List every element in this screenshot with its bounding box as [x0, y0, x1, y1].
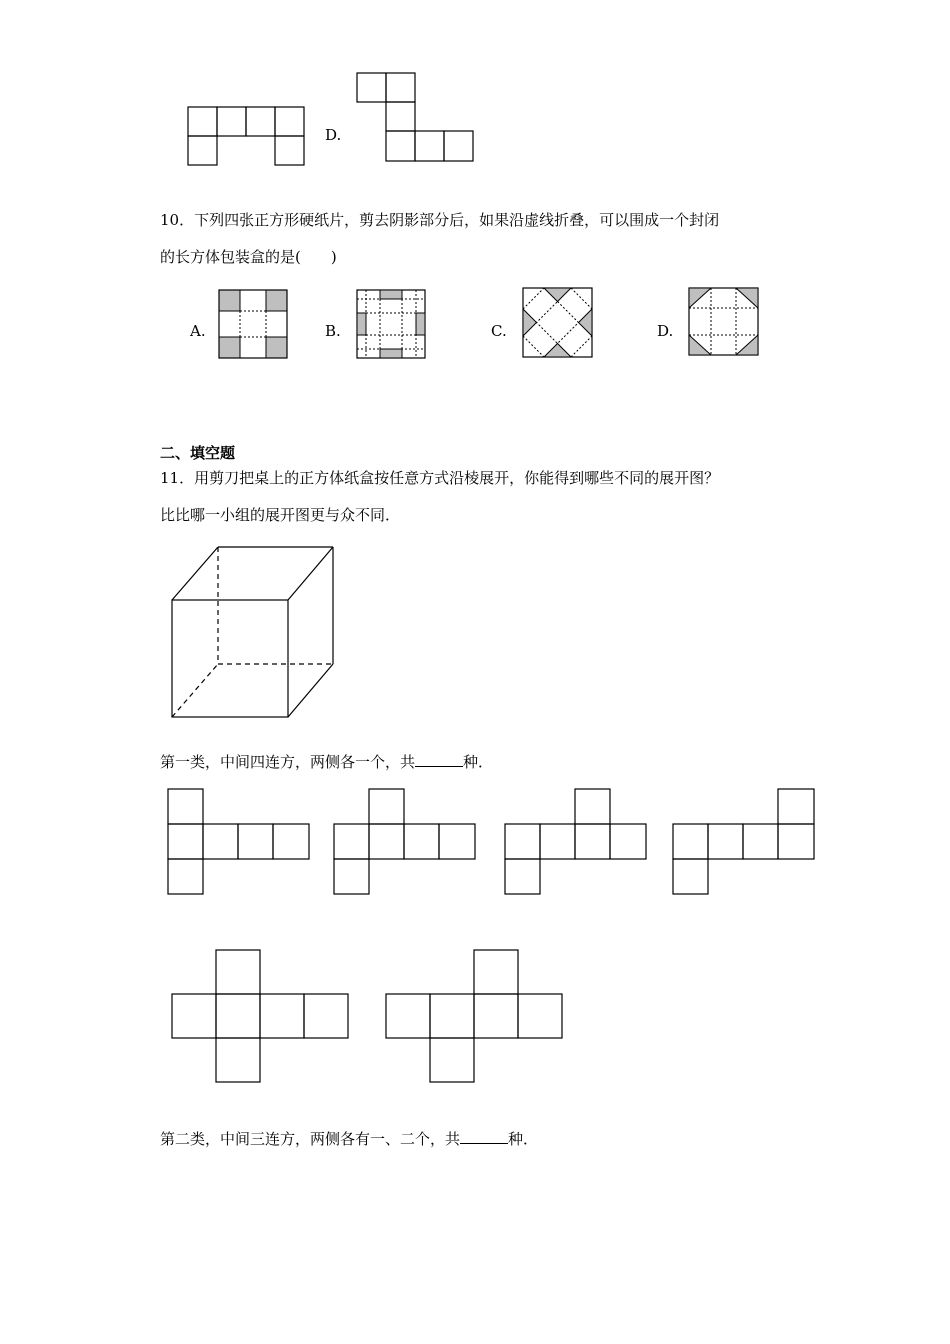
q10-option-c-label: C.: [491, 322, 507, 340]
q10-option-d-label: D.: [657, 322, 674, 340]
q10-stem-line1: 10．下列四张正方形硬纸片，剪去阴影部分后，如果沿虚线折叠，可以围成一个封闭: [160, 211, 720, 229]
q11-category2-suffix: 种．: [508, 1130, 539, 1148]
q11-category1-blank[interactable]: [415, 752, 463, 767]
cube-net-2: [334, 789, 479, 897]
q11-category1-suffix: 种．: [463, 753, 494, 771]
cube-net-6: [386, 950, 566, 1086]
q11-stem-line1: 11．用剪刀把桌上的正方体纸盒按任意方式沿棱展开，你能得到哪些不同的展开图？: [160, 469, 720, 487]
q10-figure-d: [689, 288, 761, 360]
cube-net-5: [172, 950, 352, 1086]
q11-category2-blank[interactable]: [460, 1129, 508, 1144]
q11-category2-prefix: 第二类，中间三连方，两侧各有一、二个，共: [160, 1130, 461, 1148]
q10-option-a-label: A.: [190, 322, 206, 340]
q9-net-c: [188, 107, 308, 167]
q9-option-d-label: D.: [325, 126, 342, 144]
q11-stem-line2: 比比哪一小组的展开图更与众不同．: [160, 506, 401, 524]
q10-figure-c: [523, 288, 595, 360]
q11-category1-prefix: 第一类，中间四连方，两侧各一个，共: [160, 753, 416, 771]
cube-figure: [170, 545, 340, 720]
q10-option-b-label: B.: [325, 322, 341, 340]
q9-net-d: [357, 73, 477, 165]
q11-category2: [160, 1129, 538, 1147]
cube-net-4: [673, 789, 818, 897]
section-title: 二、填空题: [160, 444, 236, 462]
q11-category1: [160, 752, 493, 770]
cube-net-1: [168, 789, 313, 897]
q10-stem-line2: 的长方体包装盒的是( ): [160, 248, 337, 266]
q10-figure-a: [219, 290, 289, 360]
q10-figure-b: [357, 290, 427, 360]
cube-net-3: [505, 789, 650, 897]
